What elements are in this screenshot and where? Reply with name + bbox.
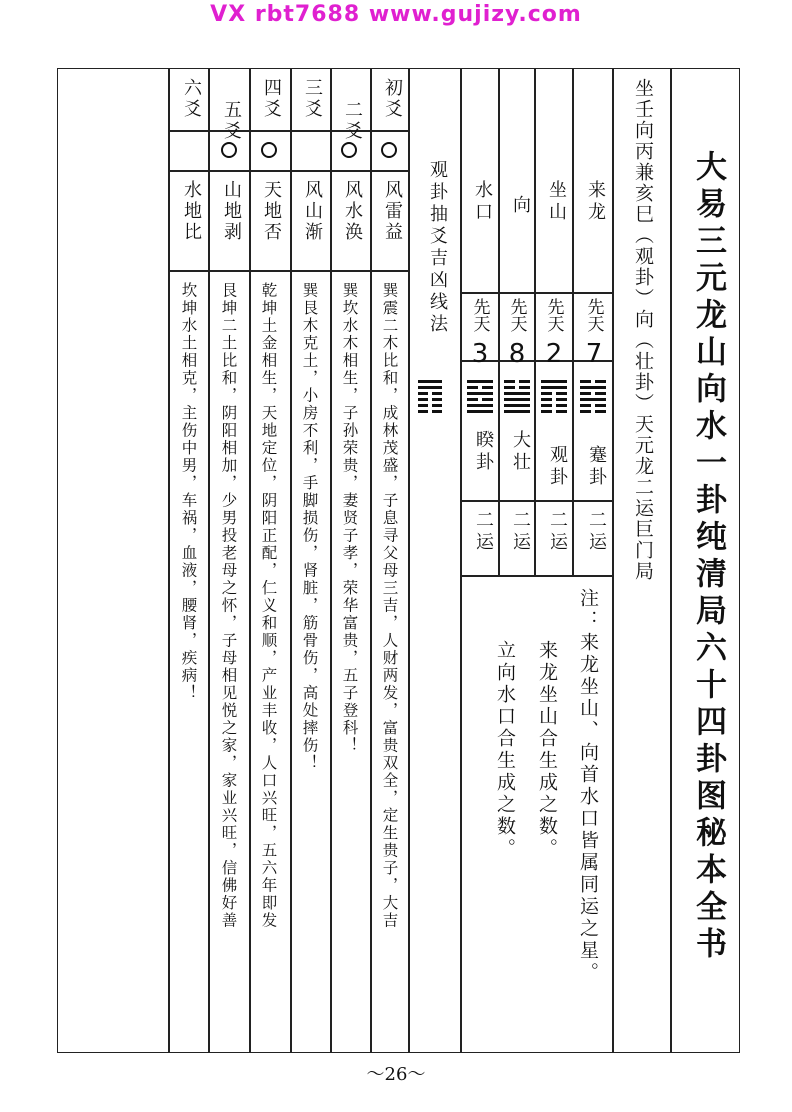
yao-label: 六爻 [181, 78, 202, 120]
divider [168, 170, 408, 172]
divider [168, 68, 170, 1053]
xiantian-text: 先天 [469, 298, 490, 332]
watermark: VX rbt7688 www.gujizy.com [210, 2, 582, 27]
yao-label: 初爻 [382, 78, 403, 120]
column-label: 向 [510, 195, 531, 217]
page-number: ～26～ [366, 1064, 426, 1085]
xiantian-cell [576, 298, 612, 369]
hexagram-name: 睽卦 [473, 430, 494, 474]
yao-label: 四爻 [261, 78, 282, 120]
yao-text: 艮坤二土比和，阴阳相加，少男投老母之怀，子母相见悦之家，家业兴旺，信佛好善 [219, 282, 238, 930]
note-3: 立向水口合生成之数。 [494, 640, 516, 860]
yun-cell: 二运 [473, 510, 494, 554]
yun-cell: 二运 [547, 510, 568, 554]
divider [249, 68, 251, 1053]
hexagram-icon [541, 380, 567, 416]
column-label: 坐山 [546, 180, 567, 224]
xiantian-number: 3 [471, 339, 489, 369]
xiantian-cell [536, 298, 572, 369]
changed-hexagram: 风山渐 [302, 180, 323, 243]
yao-text: 乾坤土金相生，天地定位，阴阳正配，仁义和顺，产业丰收，人口兴旺，五六年即发 [259, 282, 278, 930]
changed-mark-icon [221, 142, 237, 158]
divider [330, 68, 332, 1053]
divider [460, 68, 462, 1053]
yun-cell: 二运 [510, 510, 531, 554]
divider [670, 68, 672, 1053]
divider [208, 68, 210, 1053]
hexagram-name: 大壮 [510, 430, 531, 474]
divider [370, 68, 372, 1053]
guan-hexagram-icon [418, 380, 442, 416]
yun-cell: 二运 [586, 510, 607, 554]
xiantian-text: 先天 [543, 298, 564, 332]
subtitle: 坐壬向丙兼亥巳（观卦）向（壮卦）天元龙二运巨门局 [632, 78, 654, 582]
note-1: 注：来龙坐山、向首水口皆属同运之星。 [577, 588, 599, 984]
divider [168, 270, 408, 272]
xiantian-cell [499, 298, 535, 369]
divider [612, 68, 614, 1053]
divider [168, 130, 408, 132]
changed-hexagram: 天地否 [261, 180, 282, 243]
xiantian-cell [462, 298, 498, 369]
yao-text: 巽震二木比和，成林茂盛，子息寻父母三吉，人财两发，富贵双全，定生贵子，大吉 [380, 282, 399, 930]
yao-text: 巽坎水木相生，子孙荣贵，妻贤子孝，荣华富贵，五子登科！ [340, 282, 359, 755]
xiantian-number: 2 [545, 339, 563, 369]
divider [460, 500, 612, 502]
divider [460, 292, 612, 294]
xiantian-number: 8 [508, 339, 526, 369]
xiantian-number: 7 [585, 339, 603, 369]
hexagram-name: 观卦 [547, 445, 568, 489]
yao-text: 坎坤水土相克，主伤中男，车祸，血液，腰肾，疾病！ [179, 282, 198, 702]
changed-hexagram: 风雷益 [382, 180, 403, 243]
section-title: 观卦抽爻吉凶线法 [427, 160, 448, 336]
yao-label: 二爻 [342, 100, 363, 142]
hexagram-icon [580, 380, 606, 416]
changed-hexagram: 山地剥 [221, 180, 242, 243]
hexagram-icon [467, 380, 493, 416]
xiantian-text: 先天 [506, 298, 527, 332]
hexagram-icon [504, 380, 530, 416]
changed-mark-icon [381, 142, 397, 158]
divider [460, 575, 612, 577]
xiantian-text: 先天 [583, 298, 604, 332]
changed-hexagram: 水地比 [181, 180, 202, 243]
changed-mark-icon [341, 142, 357, 158]
column-label: 水口 [472, 180, 493, 224]
yao-label: 三爻 [302, 78, 323, 120]
yao-text: 巽艮木克土，小房不利，手脚损伤，肾脏，筋骨伤，高处摔伤！ [300, 282, 319, 772]
page-title: 大易三元龙山向水一卦纯清局六十四卦图秘本全书 [690, 150, 726, 964]
note-2: 来龙坐山合生成之数。 [536, 640, 558, 860]
changed-hexagram: 风水涣 [342, 180, 363, 243]
hexagram-name: 蹇卦 [586, 445, 607, 489]
divider [290, 68, 292, 1053]
yao-label: 五爻 [221, 100, 242, 142]
changed-mark-icon [261, 142, 277, 158]
column-label: 来龙 [585, 180, 606, 224]
divider [408, 68, 410, 1053]
